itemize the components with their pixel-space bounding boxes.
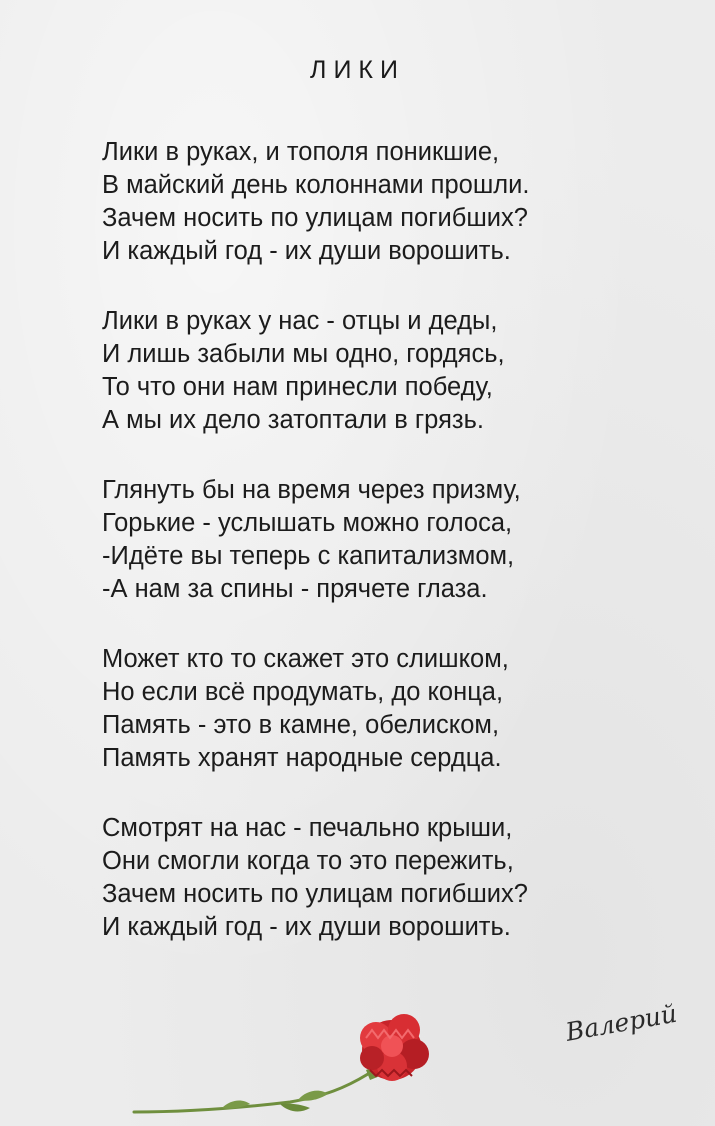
stanza-1 (102, 136, 692, 268)
poem-line: И каждый год - их души ворошить. (102, 237, 511, 265)
poem-line: Зачем носить по улицам погибших? (102, 204, 528, 232)
carnation-icon (130, 1008, 440, 1120)
poem-line: -А нам за спины - прячете глаза. (102, 575, 488, 603)
poem-line: Смотрят на нас - печально крыши, (102, 814, 513, 842)
poem-line: Но если всё продумать, до конца, (102, 678, 504, 706)
poem-line: Память - это в камне, обелиском, (102, 711, 500, 739)
poem-title: ЛИКИ (310, 56, 405, 84)
stanza-2 (102, 305, 692, 437)
stanza-4 (102, 643, 692, 775)
author-signature: Валерий (563, 998, 680, 1047)
poem-line: Зачем носить по улицам погибших? (102, 880, 528, 908)
poem-line: Лики в руках у нас - отцы и деды, (102, 307, 498, 335)
stanza-3 (102, 474, 692, 606)
poem-line: Они смогли когда то это пережить, (102, 847, 514, 875)
poem-line: А мы их дело затоптали в грязь. (102, 406, 484, 434)
poem-line: -Идёте вы теперь с капитализмом, (102, 542, 515, 570)
stanza-5 (102, 812, 692, 944)
poem-line: То что они нам принесли победу, (102, 373, 493, 401)
poem-line: Лики в руках, и тополя поникшие, (102, 138, 500, 166)
poem-line: Горькие - услышать можно голоса, (102, 509, 513, 537)
poem-body (102, 136, 692, 981)
poem-line: Может кто то скажет это слишком, (102, 645, 509, 673)
poem-line: И каждый год - их души ворошить. (102, 913, 511, 941)
poem-line: Память хранят народные сердца. (102, 744, 502, 772)
poem-line: Глянуть бы на время через призму, (102, 476, 521, 504)
poem-line: И лишь забыли мы одно, гордясь, (102, 340, 505, 368)
poem-line: В майский день колоннами прошли. (102, 171, 530, 199)
